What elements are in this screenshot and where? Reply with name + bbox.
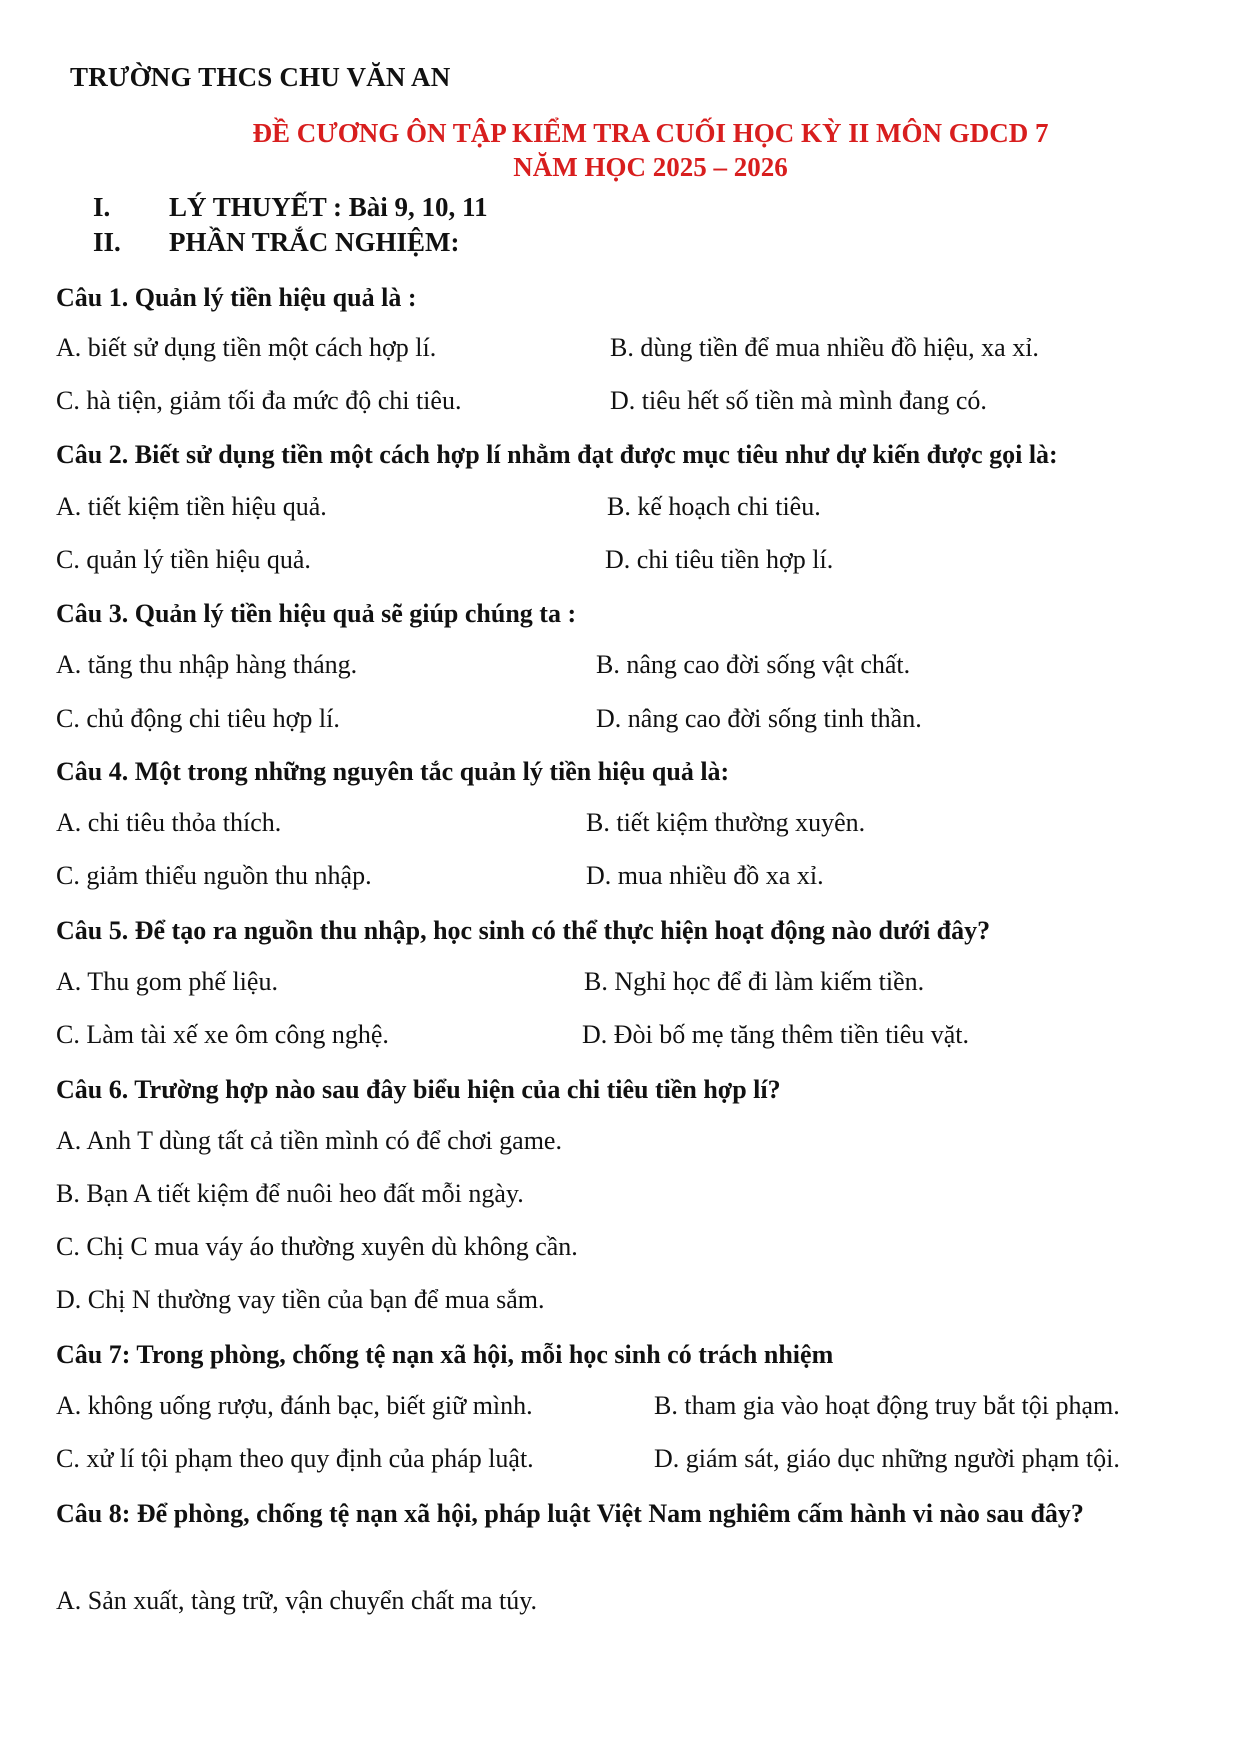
question-3-option-d: D. nâng cao đời sống tinh thần. bbox=[596, 704, 922, 733]
question-1: Câu 1. Quản lý tiền hiệu quả là : bbox=[56, 283, 417, 312]
school-name: TRƯỜNG THCS CHU VĂN AN bbox=[70, 62, 451, 92]
question-2-option-c: C. quản lý tiền hiệu quả. bbox=[56, 545, 311, 574]
section-number: I. bbox=[93, 192, 111, 222]
question-7-option-c: C. xử lí tội phạm theo quy định của pháp luật. bbox=[56, 1444, 534, 1473]
question-4: Câu 4. Một trong những nguyên tắc quản lý tiền hiệu quả là: bbox=[56, 757, 730, 786]
question-7-option-b: B. tham gia vào hoạt động truy bắt tội phạm. bbox=[654, 1391, 1120, 1420]
question-4-option-c: C. giảm thiểu nguồn thu nhập. bbox=[56, 861, 372, 890]
question-4-option-b: B. tiết kiệm thường xuyên. bbox=[586, 808, 866, 837]
school-year: NĂM HỌC 2025 – 2026 bbox=[513, 152, 788, 182]
question-3-option-b: B. nâng cao đời sống vật chất. bbox=[596, 650, 911, 679]
question-2-option-d: D. chi tiêu tiền hợp lí. bbox=[605, 545, 834, 574]
question-6: Câu 6. Trường hợp nào sau đây biểu hiện của chi tiêu tiền hợp lí? bbox=[56, 1075, 781, 1104]
question-3: Câu 3. Quản lý tiền hiệu quả sẽ giúp chúng ta : bbox=[56, 599, 577, 628]
question-8-option-a: A. Sản xuất, tàng trữ, vận chuyển chất ma túy. bbox=[56, 1586, 537, 1615]
question-6-option-a: A. Anh T dùng tất cả tiền mình có để chơi game. bbox=[56, 1126, 562, 1155]
question-5: Câu 5. Để tạo ra nguồn thu nhập, học sinh có thể thực hiện hoạt động nào dưới đây? bbox=[56, 916, 991, 945]
question-5-option-b: B. Nghỉ học để đi làm kiếm tiền. bbox=[584, 967, 925, 996]
question-5-option-d: D. Đòi bố mẹ tăng thêm tiền tiêu vặt. bbox=[582, 1020, 970, 1049]
question-7-option-d: D. giám sát, giáo dục những người phạm tội. bbox=[654, 1444, 1120, 1473]
question-5-option-a: A. Thu gom phế liệu. bbox=[56, 967, 278, 996]
question-1-option-c: C. hà tiện, giảm tối đa mức độ chi tiêu. bbox=[56, 386, 462, 415]
question-5-option-c: C. Làm tài xế xe ôm công nghệ. bbox=[56, 1020, 389, 1049]
section-label: PHẦN TRẮC NGHIỆM: bbox=[169, 227, 460, 257]
question-1-option-d: D. tiêu hết số tiền mà mình đang có. bbox=[610, 386, 987, 415]
question-3-option-c: C. chủ động chi tiêu hợp lí. bbox=[56, 704, 340, 733]
question-2: Câu 2. Biết sử dụng tiền một cách hợp lí nhằm đạt được mục tiêu như dự kiến được gọi là: bbox=[56, 440, 1058, 469]
question-6-option-d: D. Chị N thường vay tiền của bạn để mua sắm. bbox=[56, 1285, 545, 1314]
question-3-option-a: A. tăng thu nhập hàng tháng. bbox=[56, 650, 358, 679]
question-8: Câu 8: Để phòng, chống tệ nạn xã hội, pháp luật Việt Nam nghiêm cấm hành vi nào sau đây? bbox=[56, 1499, 1084, 1528]
question-7: Câu 7: Trong phòng, chống tệ nạn xã hội, mỗi học sinh có trách nhiệm bbox=[56, 1340, 834, 1369]
question-1-option-a: A. biết sử dụng tiền một cách hợp lí. bbox=[56, 333, 437, 362]
section-theory bbox=[93, 192, 488, 223]
question-2-option-b: B. kế hoạch chi tiêu. bbox=[607, 492, 821, 521]
question-1-option-b: B. dùng tiền để mua nhiều đồ hiệu, xa xỉ. bbox=[610, 333, 1039, 362]
section-multiple-choice bbox=[93, 227, 460, 258]
section-number: II. bbox=[93, 227, 121, 257]
question-2-option-a: A. tiết kiệm tiền hiệu quả. bbox=[56, 492, 327, 521]
question-4-option-d: D. mua nhiều đồ xa xỉ. bbox=[586, 861, 824, 890]
question-6-option-b: B. Bạn A tiết kiệm để nuôi heo đất mỗi ngày. bbox=[56, 1179, 524, 1208]
question-7-option-a: A. không uống rượu, đánh bạc, biết giữ mình. bbox=[56, 1391, 533, 1420]
document-title: ĐỀ CƯƠNG ÔN TẬP KIỂM TRA CUỐI HỌC KỲ II MÔN GDCD 7 bbox=[252, 118, 1049, 148]
question-4-option-a: A. chi tiêu thỏa thích. bbox=[56, 808, 282, 837]
question-6-option-c: C. Chị C mua váy áo thường xuyên dù không cần. bbox=[56, 1232, 578, 1261]
section-label: LÝ THUYẾT : Bài 9, 10, 11 bbox=[169, 192, 488, 222]
